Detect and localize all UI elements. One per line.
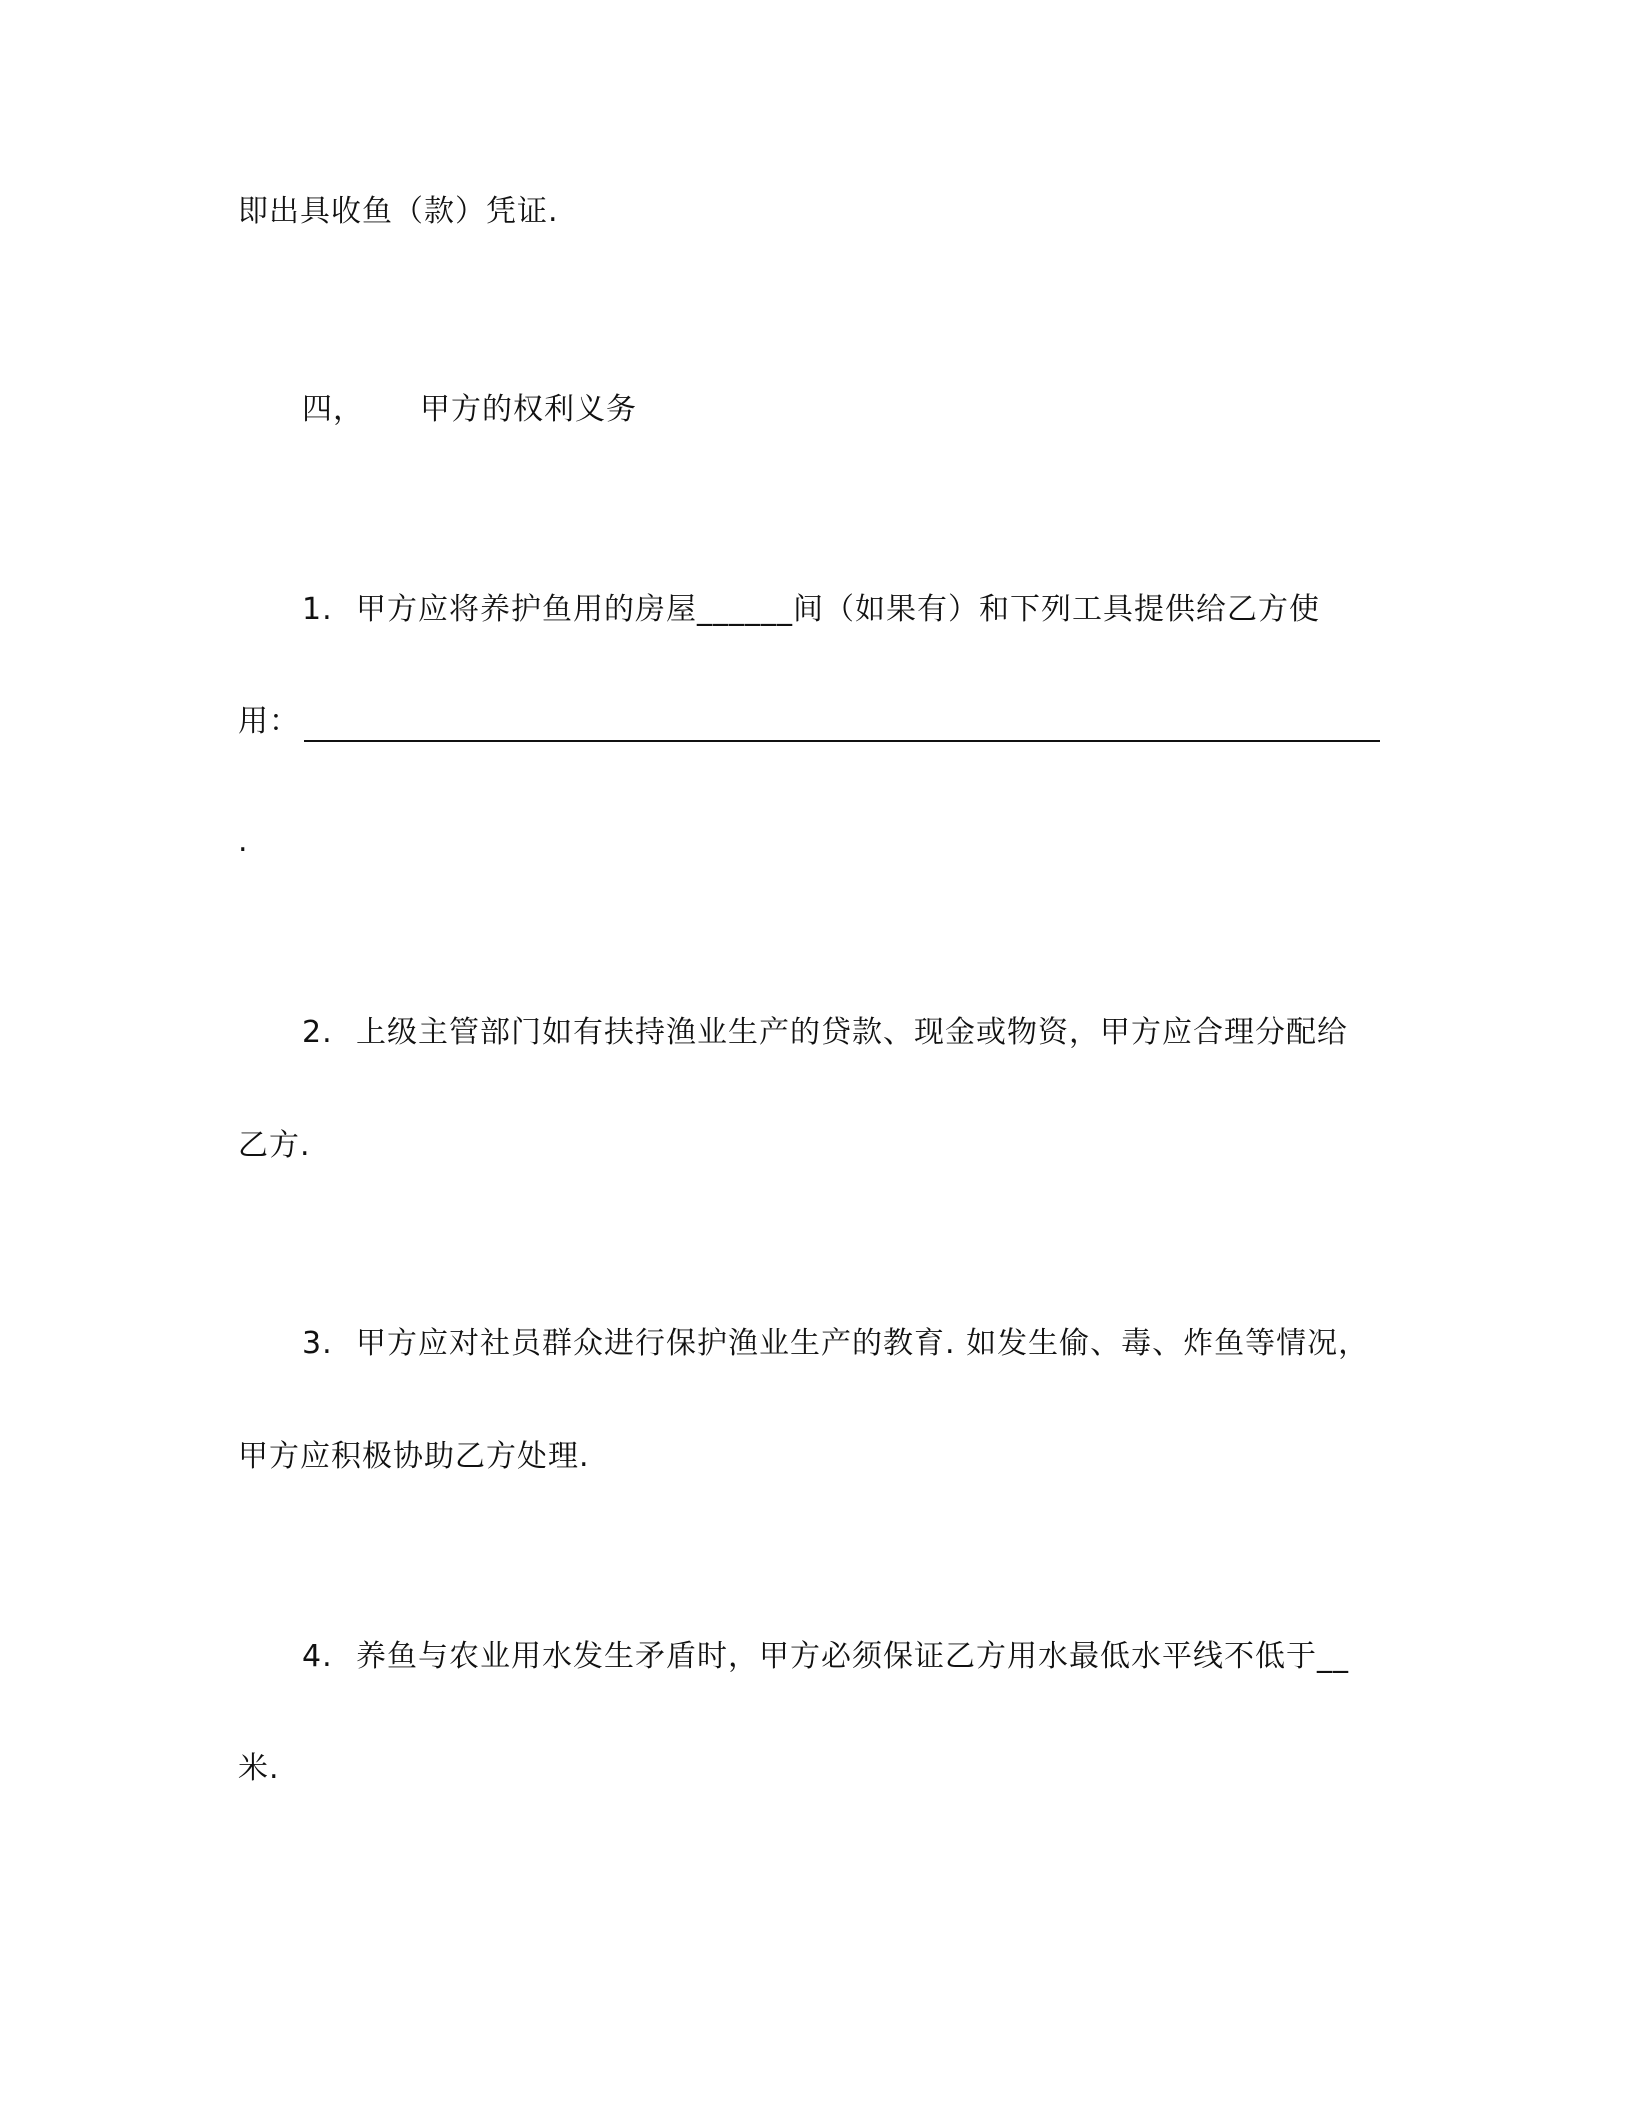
item-number: 2. bbox=[302, 1015, 333, 1050]
list-item-1-line1 bbox=[302, 590, 1320, 630]
list-item-3-line1 bbox=[302, 1324, 1369, 1364]
list-item-3-line2: 甲方应积极协助乙方处理. bbox=[238, 1439, 590, 1474]
continuation-line: 即出具收鱼（款）凭证. bbox=[238, 194, 559, 229]
list-item-4-line2: 米. bbox=[238, 1751, 280, 1786]
item-number: 3. bbox=[302, 1326, 333, 1361]
item-text: 甲方应对社员群众进行保护渔业生产的教育. 如发生偷、毒、炸鱼等情况， bbox=[356, 1326, 1370, 1361]
section-heading bbox=[302, 390, 637, 430]
item-text: 用： bbox=[238, 704, 300, 739]
fill-in-blank-line bbox=[304, 740, 1380, 742]
item-number: 1. bbox=[302, 592, 333, 627]
list-item-1-line3: . bbox=[238, 824, 249, 859]
section-title: 甲方的权利义务 bbox=[420, 392, 637, 427]
item-text: 养鱼与农业用水发生矛盾时，甲方必须保证乙方用水最低水平线不低于__ bbox=[356, 1639, 1349, 1674]
section-number: 四， bbox=[302, 392, 364, 427]
item-number: 4. bbox=[302, 1639, 333, 1674]
item-text: 甲方应将养护鱼用的房屋______间（如果有）和下列工具提供给乙方使 bbox=[356, 592, 1320, 627]
list-item-2-line2: 乙方. bbox=[238, 1128, 311, 1163]
list-item-4-line1 bbox=[302, 1637, 1349, 1677]
item-text: 上级主管部门如有扶持渔业生产的贷款、现金或物资，甲方应合理分配给 bbox=[356, 1015, 1348, 1050]
list-item-2-line1 bbox=[302, 1013, 1348, 1053]
list-item-1-line2 bbox=[238, 702, 300, 742]
